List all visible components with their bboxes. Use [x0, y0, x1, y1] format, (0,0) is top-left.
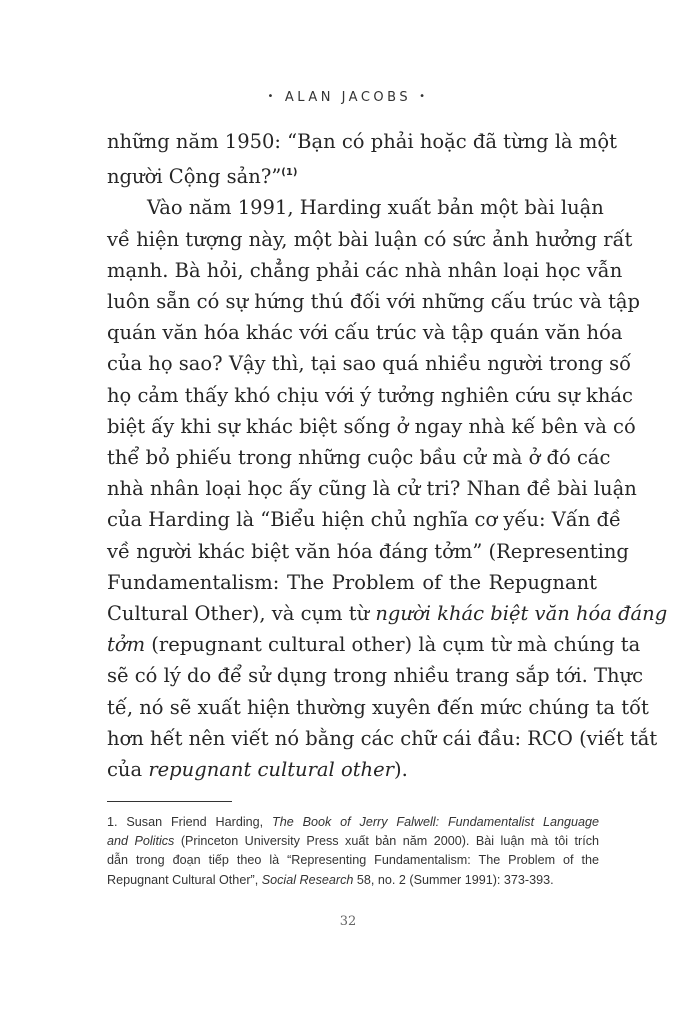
body-line-text: (repugnant cultural other) là cụm từ mà chúng ta	[145, 633, 641, 657]
italic-term: tởm	[107, 633, 146, 657]
footnote-line	[107, 832, 599, 851]
footnote-book-title: The Book of Jerry Falwell: Fundamentalist Language	[272, 815, 599, 829]
body-line: tế, nó sẽ xuất hiện thường xuyên đến mức chúng ta tốt	[107, 695, 649, 719]
body-line: của họ sao? Vậy thì, tại sao quá nhiều người trong số	[107, 352, 632, 376]
page-number: 32	[339, 914, 357, 929]
body-line: sẽ có lý do để sử dụng trong nhiều trang sắp tới. Thực	[107, 664, 644, 688]
footnote-line: dẫn trong đoạn tiếp theo là “Representing Fundamentalism: The Problem of the	[107, 853, 599, 868]
body-line	[107, 629, 641, 660]
body-line	[107, 157, 597, 192]
footnote	[107, 813, 599, 890]
body-line: mạnh. Bà hỏi, chẳng phải các nhà nhân loại học vẫn	[107, 258, 623, 282]
body-line: những năm 1950: “Bạn có phải hoặc đã từng là một	[107, 130, 617, 153]
body-line: về hiện tượng này, một bài luận có sức ảnh hưởng rất	[107, 227, 633, 251]
footnote-line	[107, 871, 599, 890]
body-line: Fundamentalism: The Problem of the Repugnant	[107, 570, 597, 594]
body-line: của Harding là “Biểu hiện chủ nghĩa cơ yếu: Vấn đề	[107, 508, 622, 532]
italic-term: repugnant cultural other	[148, 758, 394, 782]
body-line: họ cảm thấy khó chịu với ý tưởng nghiên cứu sự khác	[107, 383, 633, 407]
body-line: Vào năm 1991, Harding xuất bản một bài luận	[147, 196, 604, 220]
body-line: thể bỏ phiếu trong những cuộc bầu cử mà ở đó các	[107, 446, 611, 470]
body-line-text: Cultural Other), và cụm từ	[107, 602, 376, 626]
header-ornament-right: •	[419, 91, 429, 102]
body-line: hơn hết nên viết nó bằng các chữ cái đầu: RCO (viết tắt	[107, 726, 658, 750]
footnote-reference: (1)	[281, 167, 298, 179]
footnote-line	[107, 813, 599, 832]
body-text	[107, 126, 668, 785]
running-header	[0, 90, 696, 105]
body-line: nhà nhân loại học ấy cũng là cử tri? Nhan đề bài luận	[107, 477, 637, 501]
body-line-text: người Cộng sản?”	[107, 165, 282, 189]
header-author: ALAN JACOBS	[284, 90, 412, 105]
body-line	[107, 754, 597, 785]
body-line: về người khác biệt văn hóa đáng tởm” (Representing	[107, 539, 629, 563]
header-ornament-left: •	[267, 91, 277, 102]
body-line: luôn sẵn có sự hứng thú đối với những cấu trúc và tập	[107, 290, 641, 314]
body-line-text: của	[107, 758, 149, 782]
italic-term: người khác biệt văn hóa đáng	[375, 602, 668, 626]
body-line-text: ).	[393, 758, 408, 782]
footnote-text: 1. Susan Friend Harding,	[107, 815, 273, 829]
footnote-text: 58, no. 2 (Summer 1991): 373-393.	[353, 872, 554, 887]
body-line: quán văn hóa khác với cấu trúc và tập quán văn hóa	[107, 321, 623, 345]
footnote-text: (Princeton University Press xuất bản năm 2000). Bài luận mà tôi trích	[174, 834, 599, 849]
footnote-divider	[107, 801, 232, 802]
body-line	[107, 598, 668, 629]
body-line: biệt ấy khi sự khác biệt sống ở ngay nhà kế bên và có	[107, 414, 636, 438]
footnote-journal-title: Social Research	[261, 872, 354, 887]
footnote-book-title: and Politics	[107, 834, 175, 849]
footnote-text: Repugnant Cultural Other”,	[107, 872, 262, 887]
